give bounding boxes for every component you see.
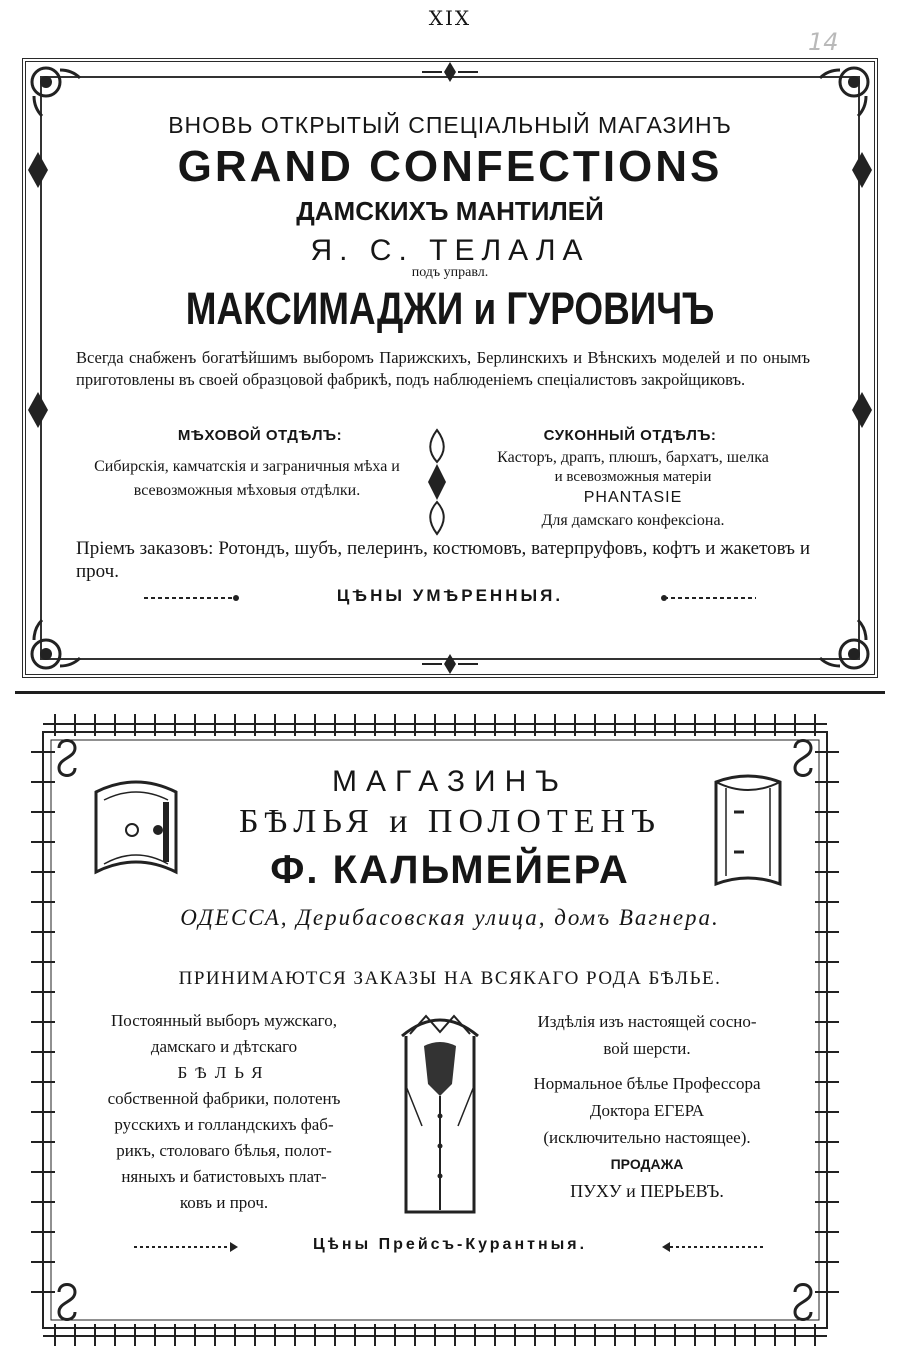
ad2-shop-label: МАГАЗИНЪ	[331, 765, 568, 798]
fur-department-text: Сибирскія, камчатскія и заграничныя мѣха и всевозможныя мѣховыя отдѣлки.	[94, 458, 400, 499]
fur-department-heading: МѢХОВОЙ ОТДѢЛЪ:	[177, 427, 343, 444]
fleuron-icon	[850, 150, 874, 190]
right-col-line: вой шерсти.	[603, 1039, 691, 1058]
cloth-line: Касторъ, драпъ, плюшъ, бархатъ, шелка	[497, 449, 769, 466]
dash-ornament-icon	[660, 1240, 770, 1254]
right-col-line: (исключительно настоящее).	[543, 1128, 751, 1147]
ad2-prices: Цѣны Прейсъ-Курантныя.	[312, 1236, 588, 1253]
cloth-department-text	[458, 446, 808, 532]
ad1-managed-by: подъ управл.	[411, 265, 489, 280]
left-col-line: собственной фабрики, полотенъ	[107, 1089, 341, 1108]
right-col-line: Издѣлія изъ настоящей сосно-	[537, 1012, 757, 1031]
dash-ornament-icon	[660, 590, 760, 606]
right-col-line: ПРОДАЖА	[610, 1156, 684, 1172]
left-col-line: рикъ, столоваго бѣлья, полот-	[116, 1141, 332, 1160]
ad1-managers: МАКСИМАДЖИ и ГУРОВИЧЪ	[185, 283, 715, 334]
ad1-description: Всегда снабженъ богатѣйшимъ выборомъ Парижскихъ, Берлинскихъ и Вѣнскихъ моделей и по онымъ приготовлены въ своей образцовой фабрикѣ, подъ наблюденіемъ спеціалистовъ закройщиковъ.	[76, 348, 810, 389]
cloth-line: и всевозможныя матеріи	[554, 469, 712, 485]
ad1-prices: ЦѢНЫ УМѢРЕННЫЯ.	[336, 586, 564, 605]
ad2-owner: Ф. КАЛЬМЕЙЕРА	[270, 848, 630, 892]
left-col-line: Постоянный выборъ мужскаго,	[111, 1011, 337, 1030]
right-col-line: Доктора ЕГЕРА	[589, 1101, 705, 1120]
ad1-intro-line: ВНОВЬ ОТКРЫТЫЙ СПЕЦІАЛЬНЫЙ МАГАЗИНЪ	[168, 112, 732, 138]
right-col-line: ПУХУ и ПЕРЬЕВЪ.	[570, 1181, 724, 1201]
ad2-address: ОДЕССА, Дерибасовская улица, домъ Вагнера.	[180, 905, 720, 930]
ad1-orders: Пріемъ заказовъ: Ротондъ, шубъ, пелеринъ, костюмовъ, ватерпруфовъ, кофтъ и жакетовъ и проч.	[76, 538, 810, 582]
ad2-goods: БѢЛЬЯ и ПОЛОТЕНЪ	[238, 803, 662, 840]
corner-ornament-icon	[816, 60, 876, 120]
corner-ornament-icon	[816, 616, 876, 676]
shirt-illustration-icon	[392, 1006, 488, 1220]
left-col-line: дамскаго и дѣтскаго	[150, 1037, 298, 1056]
pencil-mark: 14	[808, 28, 839, 56]
left-col-line: русскихъ и голландскихъ фаб-	[114, 1115, 334, 1134]
dash-ornament-icon	[140, 590, 240, 606]
ad2-right-column	[488, 1008, 806, 1205]
ad2-left-column	[60, 1008, 388, 1216]
right-col-line: Нормальное бѣлье Профессора	[533, 1074, 761, 1093]
page-number: XIX	[428, 6, 472, 30]
ad1-store-name: GRAND CONFECTIONS	[177, 142, 723, 191]
cloth-line: PHANTASIE	[583, 489, 683, 506]
left-col-line: ковъ и проч.	[179, 1193, 269, 1212]
fleuron-icon	[420, 60, 480, 84]
cloth-department-heading: СУКОННЫЙ ОТДѢЛЪ:	[543, 427, 717, 444]
fleuron-icon	[420, 652, 480, 676]
fleuron-icon	[26, 390, 50, 430]
fleuron-icon	[26, 150, 50, 190]
cloth-line: Для дамскаго конфексіона.	[541, 512, 725, 529]
ad2-orders: ПРИНИМАЮТСЯ ЗАКАЗЫ НА ВСЯКАГО РОДА БѢЛЬЕ.	[178, 968, 722, 989]
left-col-line: няныхъ и батистовыхъ плат-	[121, 1167, 327, 1186]
cuff-illustration-icon	[88, 772, 184, 892]
section-divider	[15, 691, 885, 694]
fleuron-icon	[850, 390, 874, 430]
ad1-owner: Я. С. ТЕЛАЛА	[310, 234, 590, 267]
ad1-subtitle: ДАМСКИХЪ МАНТИЛЕЙ	[296, 196, 604, 226]
corner-ornament-icon	[24, 616, 84, 676]
corner-ornament-icon	[24, 60, 84, 120]
vertical-ornament-icon	[424, 428, 450, 536]
left-col-line: БѢЛЬЯ	[177, 1063, 271, 1082]
